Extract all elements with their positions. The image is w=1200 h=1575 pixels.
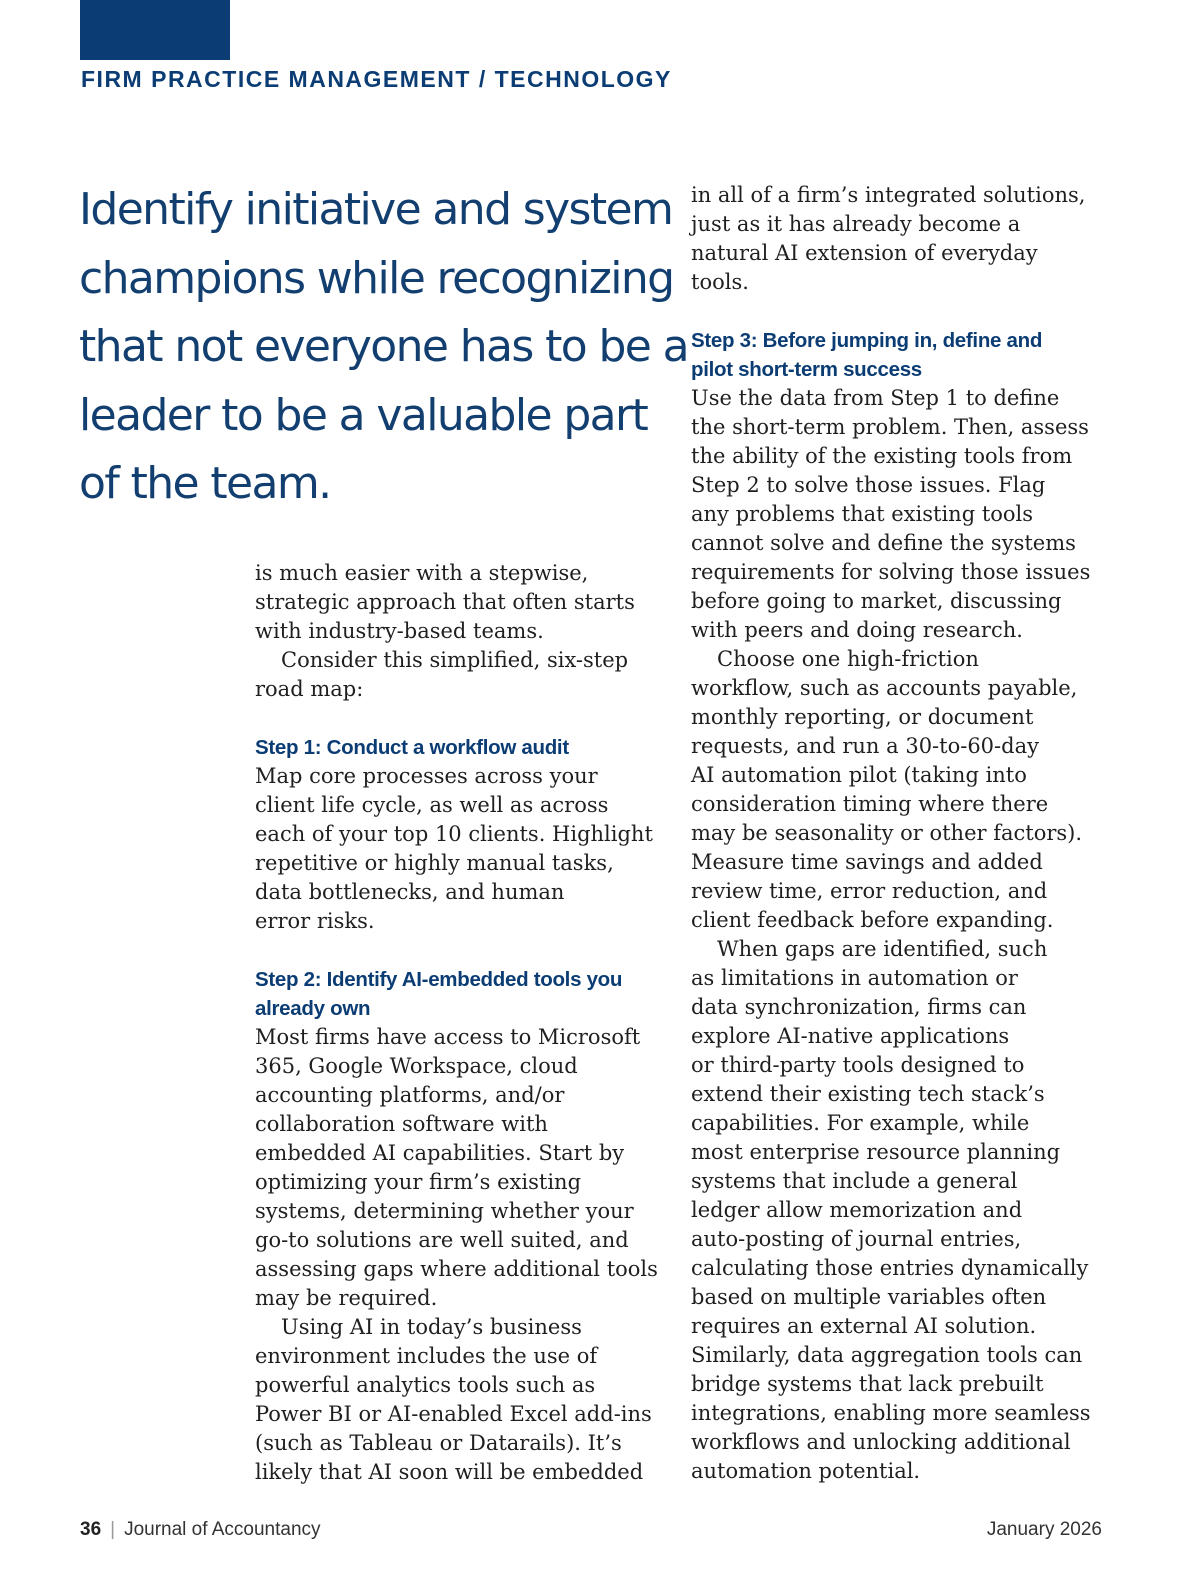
text-line: client life cycle, as well as across (255, 793, 609, 817)
paragraph-gap (691, 297, 1111, 326)
step-heading: Step 3: Before jumping in, define and (691, 329, 1043, 352)
text-line: Use the data from Step 1 to define (691, 386, 1060, 410)
paragraph-first-line: When gaps are identified, such (717, 937, 1048, 961)
text-line: the short-term problem. Then, assess (691, 415, 1089, 439)
text-line: requests, and run a 30-to-60-day (691, 734, 1039, 758)
text-line: workflow, such as accounts payable, (691, 676, 1078, 700)
text-line: embedded AI capabilities. Start by (255, 1141, 625, 1165)
text-line: repetitive or highly manual tasks, (255, 851, 614, 875)
text-line: natural AI extension of everyday (691, 241, 1038, 265)
text-line: calculating those entries dynamically (691, 1256, 1089, 1280)
text-line: systems, determining whether your (255, 1199, 634, 1223)
article-column-middle (255, 559, 675, 1487)
text-line: the ability of the existing tools from (691, 444, 1073, 468)
paragraph-first-line: Consider this simplified, six-step (281, 648, 629, 672)
text-line: is much easier with a stepwise, (255, 561, 589, 585)
text-line: monthly reporting, or document (691, 705, 1034, 729)
text-line: client feedback before expanding. (691, 908, 1054, 932)
text-line: automation potential. (691, 1459, 921, 1483)
text-line: powerful analytics tools such as (255, 1373, 596, 1397)
text-line: capabilities. For example, while (691, 1111, 1030, 1135)
text-line: assessing gaps where additional tools (255, 1257, 658, 1281)
section-label: FIRM PRACTICE MANAGEMENT / TECHNOLOGY (81, 66, 672, 92)
text-line: with industry-based teams. (255, 619, 544, 643)
text-line: collaboration software with (255, 1112, 548, 1136)
text-line: likely that AI soon will be embedded (255, 1460, 644, 1484)
article-column-right (691, 181, 1111, 1486)
text-line: optimizing your firm’s existing (255, 1170, 582, 1194)
step-heading: Step 2: Identify AI-embedded tools you (255, 968, 623, 991)
text-line: consideration timing where there (691, 792, 1049, 816)
text-line: bridge systems that lack prebuilt (691, 1372, 1044, 1396)
step-heading: already own (255, 997, 371, 1020)
text-line: review time, error reduction, and (691, 879, 1048, 903)
text-line: data bottlenecks, and human (255, 880, 565, 904)
text-line: 365, Google Workspace, cloud (255, 1054, 578, 1078)
header-color-bar (80, 0, 230, 60)
text-line: Map core processes across your (255, 764, 598, 788)
text-line: may be required. (255, 1286, 438, 1310)
text-line: extend their existing tech stack’s (691, 1082, 1045, 1106)
text-line: error risks. (255, 909, 375, 933)
issue-date: January 2026 (986, 1519, 1102, 1540)
pull-quote-line: champions while recognizing (79, 252, 674, 304)
footer-separator: | (110, 1519, 116, 1540)
pull-quote-line: that not everyone has to be a (79, 321, 689, 372)
paragraph-first-line: Using AI in today’s business (281, 1315, 582, 1339)
paragraph-gap (255, 936, 675, 965)
text-line: environment includes the use of (255, 1344, 598, 1368)
text-line: with peers and doing research. (691, 618, 1023, 642)
text-line: as limitations in automation or (691, 966, 1018, 990)
step-heading: Step 1: Conduct a workflow audit (255, 736, 569, 759)
paragraph-first-line: Choose one high-friction (717, 647, 979, 671)
pull-quote-line: of the team. (79, 458, 331, 509)
footer-left (80, 1517, 321, 1543)
text-line: explore AI-native applications (691, 1024, 1010, 1048)
text-line: Step 2 to solve those issues. Flag (691, 473, 1046, 497)
text-line: Similarly, data aggregation tools can (691, 1343, 1083, 1367)
text-line: requirements for solving those issues (691, 560, 1091, 584)
text-line: most enterprise resource planning (691, 1140, 1061, 1164)
text-line: may be seasonality or other factors). (691, 821, 1083, 845)
text-line: auto-posting of journal entries, (691, 1227, 1022, 1251)
text-line: AI automation pilot (taking into (691, 763, 1027, 787)
text-line: data synchronization, firms can (691, 995, 1027, 1019)
text-line: accounting platforms, and/or (255, 1083, 565, 1107)
text-line: systems that include a general (691, 1169, 1018, 1193)
text-line: cannot solve and define the systems (691, 531, 1076, 555)
text-line: Power BI or AI-enabled Excel add-ins (255, 1402, 652, 1426)
text-line: Most firms have access to Microsoft (255, 1025, 641, 1049)
text-line: each of your top 10 clients. Highlight (255, 822, 653, 846)
pull-quote-line: leader to be a valuable part (79, 389, 648, 441)
text-line: (such as Tableau or Datarails). It’s (255, 1431, 622, 1455)
text-line: workflows and unlocking additional (691, 1430, 1071, 1454)
publication-name: Journal of Accountancy (124, 1519, 321, 1540)
text-line: strategic approach that often starts (255, 590, 635, 614)
pull-quote-line: Identify initiative and system (79, 184, 673, 235)
page-number: 36 (80, 1519, 102, 1540)
text-line: tools. (691, 270, 749, 294)
text-line: just as it has already become a (691, 212, 1021, 236)
text-line: based on multiple variables often (691, 1285, 1047, 1309)
text-line: requires an external AI solution. (691, 1314, 1037, 1338)
text-line: in all of a firm’s integrated solutions, (691, 183, 1086, 207)
paragraph-gap (255, 704, 675, 733)
text-line: or third-party tools designed to (691, 1053, 1025, 1077)
text-line: road map: (255, 677, 364, 701)
text-line: Measure time savings and added (691, 850, 1043, 874)
text-line: any problems that existing tools (691, 502, 1034, 526)
pull-quote (79, 176, 689, 519)
step-heading: pilot short-term success (691, 358, 922, 381)
text-line: ledger allow memorization and (691, 1198, 1023, 1222)
text-line: before going to market, discussing (691, 589, 1062, 613)
text-line: go-to solutions are well suited, and (255, 1228, 629, 1252)
text-line: integrations, enabling more seamless (691, 1401, 1091, 1425)
